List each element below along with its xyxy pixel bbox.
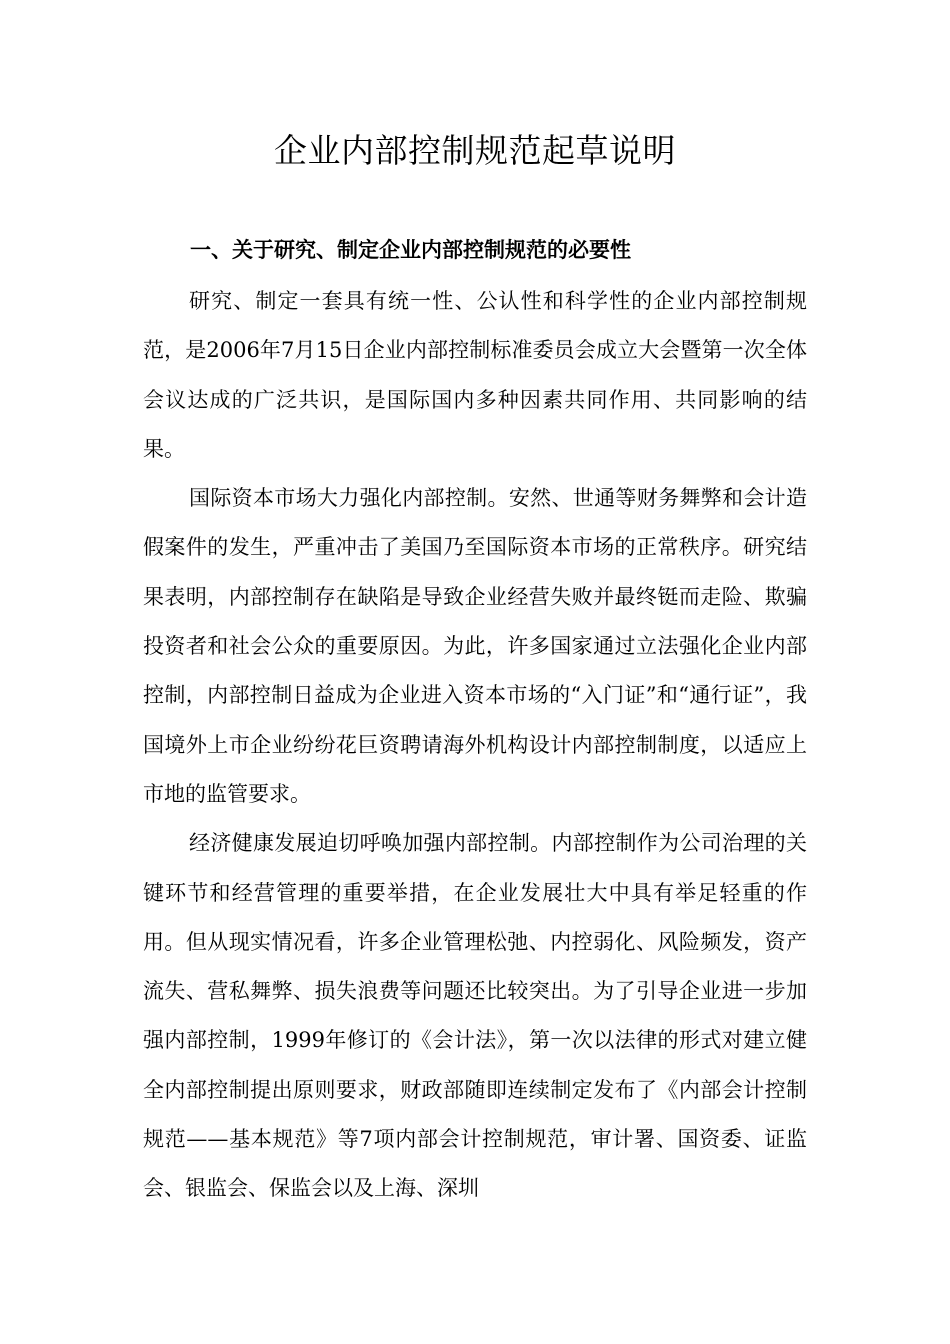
paragraph-1: 研究、制定一套具有统一性、公认性和科学性的企业内部控制规范，是2006年7月15日企业内部控制标准委员会成立大会暨第一次全体会议达成的广泛共识，是国际国内多种因素共同作用、共同影响的结果。 bbox=[143, 289, 807, 461]
paragraph-2: 国际资本市场大力强化内部控制。安然、世通等财务舞弊和会计造假案件的发生，严重冲击了美国乃至国际资本市场的正常秩序。研究结果表明，内部控制存在缺陷是导致企业经营失败并最终铤而走险、欺骗投资者和社会公众的重要原因。为此，许多国家通过立法强化企业内部控制，内部控制日益成为企业进入资本市场的“入门证”和“通行证”，我国境外上市企业纷纷花巨资聘请海外机构设计内部控制制度，以适应上市地的监管要求。 bbox=[143, 486, 807, 806]
body-text bbox=[143, 277, 807, 1214]
section-heading: 一、关于研究、制定企业内部控制规范的必要性 bbox=[190, 238, 631, 262]
document-title: 企业内部控制规范起草说明 bbox=[274, 131, 676, 170]
paragraph-3: 经济健康发展迫切呼唤加强内部控制。内部控制作为公司治理的关键环节和经营管理的重要举措，在企业发展壮大中具有举足轻重的作用。但从现实情况看，许多企业管理松弛、内控弱化、风险频发，资产流失、营私舞弊、损失浪费等问题还比较突出。为了引导企业进一步加强内部控制，1999年修订的《会计法》，第一次以法律的形式对建立健全内部控制提出原则要求，财政部随即连续制定发布了《内部会计控制规范——基本规范》等7项内部会计控制规范，审计署、国资委、证监会、银监会、保监会以及上海、深圳 bbox=[143, 831, 807, 1201]
